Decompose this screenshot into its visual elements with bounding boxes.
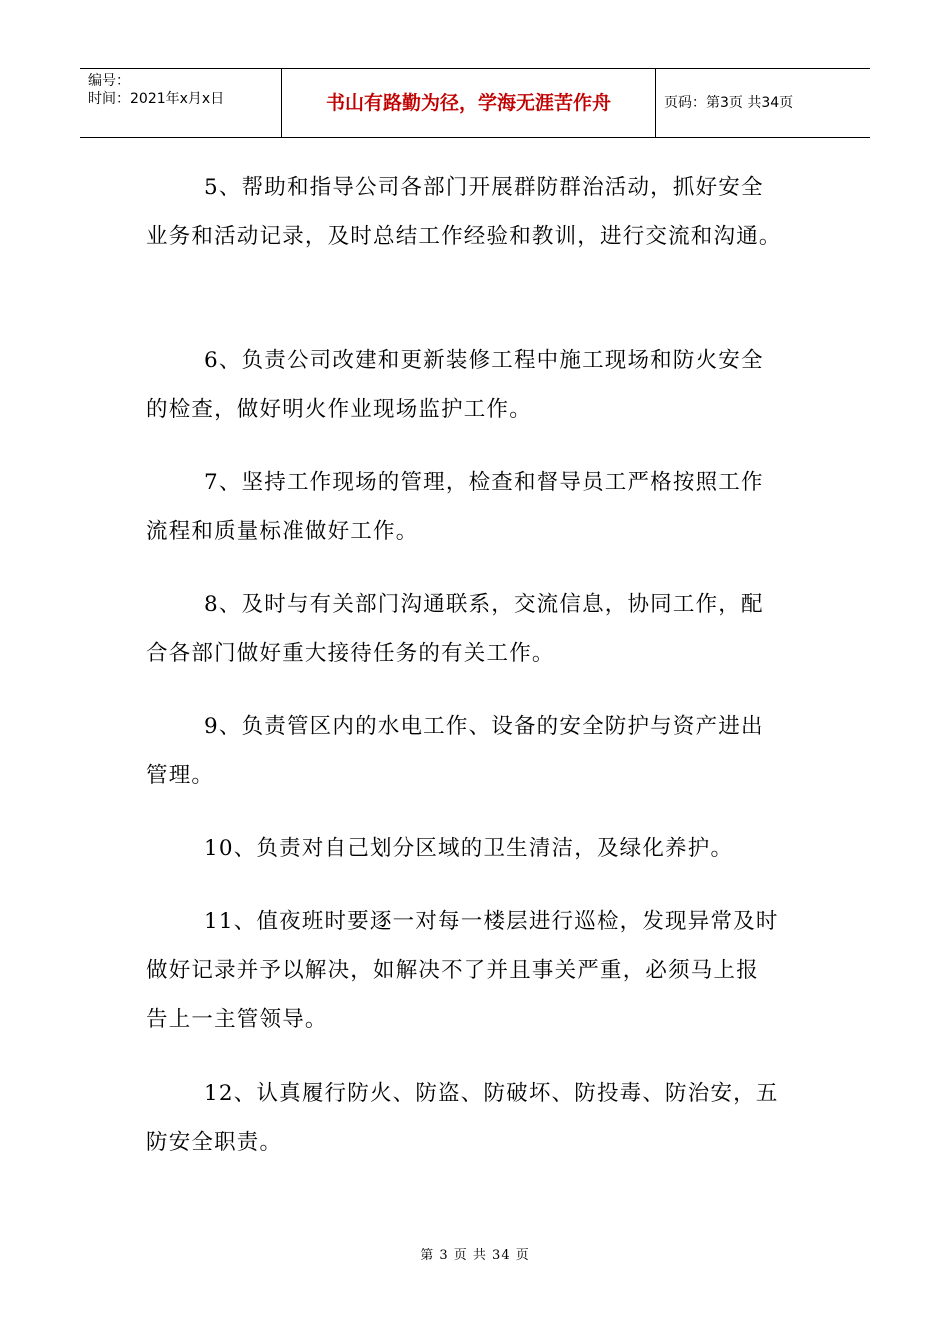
paragraph-item-5 — [146, 163, 806, 261]
header-page-cell — [656, 69, 870, 137]
paragraph-line: 9、负责管区内的水电工作、设备的安全防护与资产进出 — [204, 714, 764, 739]
paragraph-item-9 — [146, 702, 806, 800]
paragraph-line: 防安全职责。 — [146, 1130, 283, 1155]
paragraph-line: 10、负责对自己划分区域的卫生清洁，及绿化养护。 — [204, 836, 734, 861]
paragraph-line: 业务和活动记录，及时总结工作经验和教训，进行交流和沟通。 — [146, 224, 782, 249]
paragraph-line: 12、认真履行防火、防盗、防破坏、防投毒、防治安，五 — [204, 1081, 779, 1106]
paragraph-item-11 — [146, 897, 806, 1044]
document-time-label: 时间：2021年x月x日 — [88, 91, 225, 107]
paragraph-item-12 — [146, 1069, 806, 1167]
header-info-cell — [80, 69, 282, 137]
page-header — [80, 68, 870, 138]
paragraph-item-8 — [146, 580, 806, 678]
paragraph-line: 6、负责公司改建和更新装修工程中施工现场和防火安全 — [204, 348, 764, 373]
paragraph-line: 合各部门做好重大接待任务的有关工作。 — [146, 641, 555, 666]
paragraph-line: 告上一主管领导。 — [146, 1007, 328, 1032]
document-number-label: 编号： — [88, 73, 130, 89]
header-motto: 书山有路勤为径，学海无涯苦作舟 — [325, 92, 611, 114]
paragraph-line: 8、及时与有关部门沟通联系，交流信息，协同工作，配 — [204, 592, 764, 617]
paragraph-item-10 — [146, 824, 806, 873]
paragraph-line: 7、坚持工作现场的管理，检查和督导员工严格按照工作 — [204, 470, 764, 495]
paragraph-line: 的检查，做好明火作业现场监护工作。 — [146, 397, 532, 422]
header-motto-cell — [282, 69, 656, 137]
paragraph-line: 管理。 — [146, 763, 215, 788]
paragraph-item-6 — [146, 336, 806, 434]
paragraph-line: 流程和质量标准做好工作。 — [146, 519, 419, 544]
page-footer: 第 3 页 共 34 页 — [420, 1248, 530, 1263]
paragraph-line: 5、帮助和指导公司各部门开展群防群治活动，抓好安全 — [204, 175, 764, 200]
paragraph-line: 做好记录并予以解决，如解决不了并且事关严重，必须马上报 — [146, 958, 759, 983]
paragraph-item-7 — [146, 458, 806, 556]
paragraph-line: 11、值夜班时要逐一对每一楼层进行巡检，发现异常及时 — [204, 909, 779, 934]
header-page-number: 页码：第3页 共34页 — [664, 95, 794, 111]
